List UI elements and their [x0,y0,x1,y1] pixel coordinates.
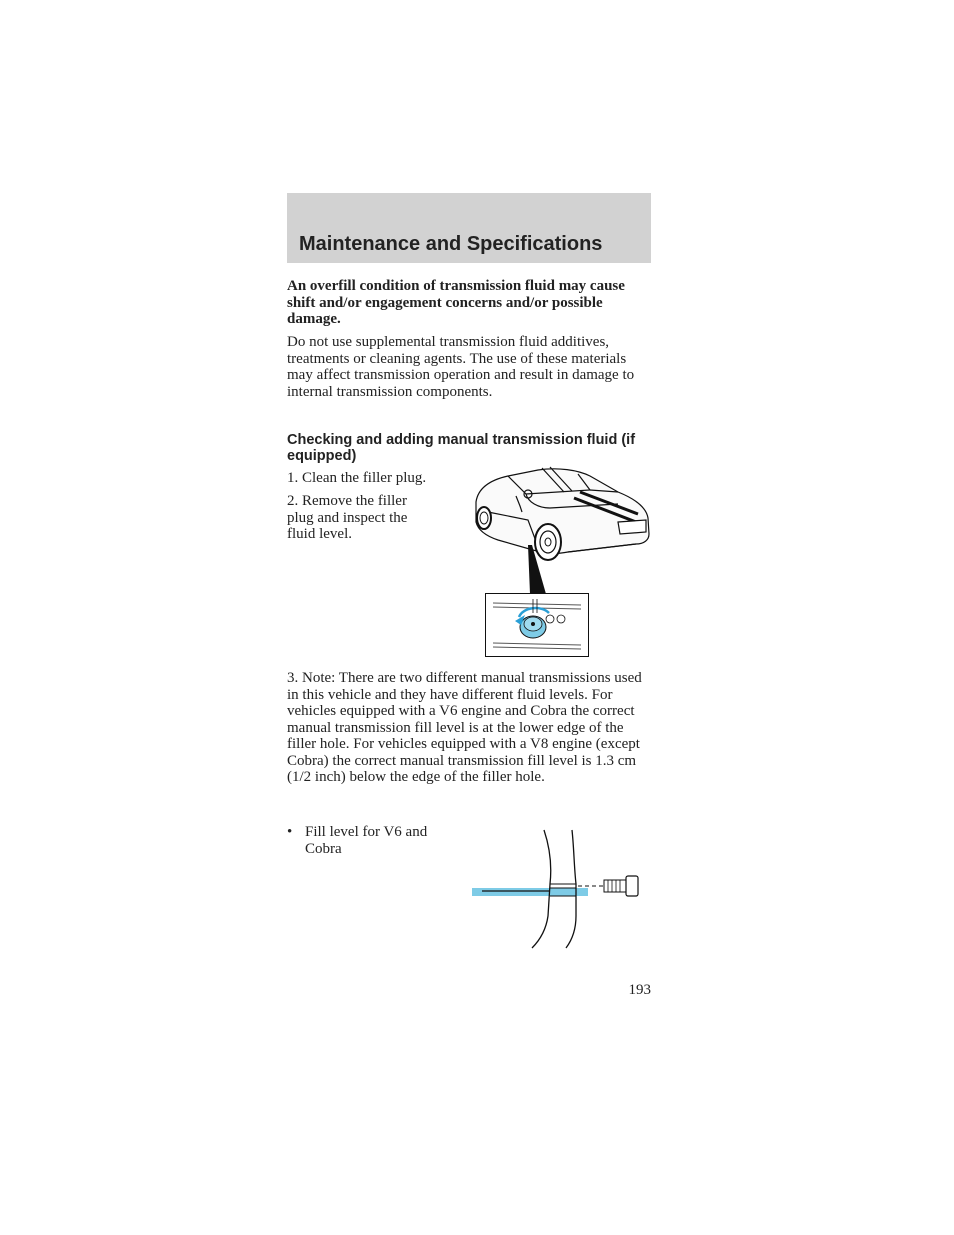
fill-level-bullet [287,824,452,857]
section-title: Maintenance and Specifications [299,233,603,255]
bullet-text: Fill level for V6 and Cobra [305,824,428,857]
filler-plug-closeup-illustration [485,593,589,657]
car-illustration [468,462,654,572]
pointer-wedge [520,545,550,595]
page-number: 193 [628,982,651,998]
bullet-symbol: • [287,824,293,840]
fill-level-diagram [470,826,645,950]
step-2: 2. Remove the filler plug and inspect the fluid level. [287,493,408,542]
step-1: 1. Clean the filler plug. [287,470,427,486]
overfill-warning: An overfill condition of transmission fluid may cause shift and/or engagement concerns and/or possible damage. [287,278,625,327]
additives-paragraph: Do not use supplemental transmission fluid additives, treatments or cleaning agents. The use of these materials may affect transmission operation and result in damage to internal transmission components. [287,334,635,400]
step-3: 3. Note: There are two different manual transmissions used in this vehicle and they have different fluid levels. For vehicles equipped with a V6 engine and Cobra the correct manual transmission fill level is at the lower edge of the filler hole. For vehicles equipped with a V8 engine (except Cobra) the correct manual transmission fill level is 1.3 cm (1/2 inch) below the edge of the filler hole. [287,670,642,785]
manual-transmission-subheading: Checking and adding manual transmission fluid (if equipped) [287,432,636,464]
